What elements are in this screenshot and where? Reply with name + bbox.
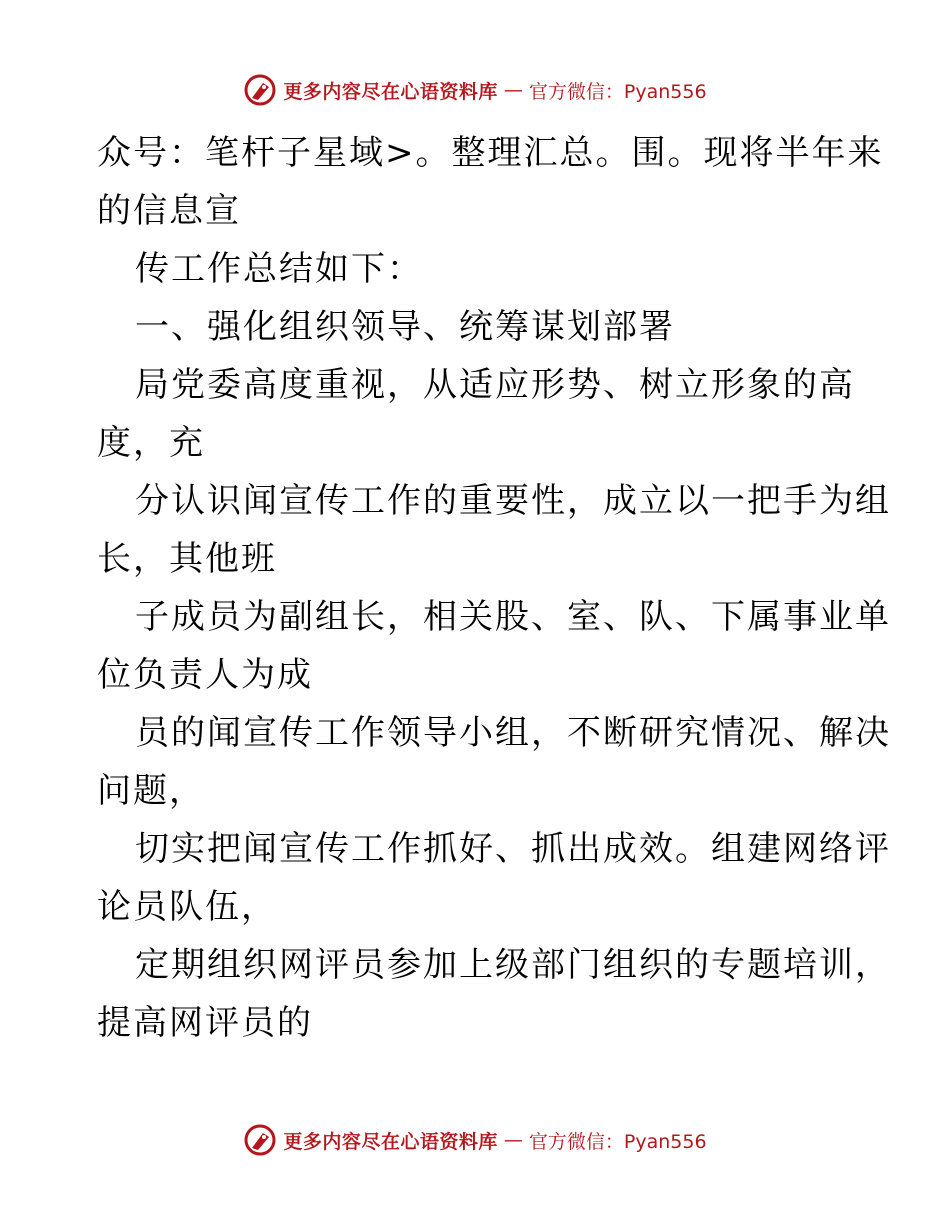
text-line-11: 员的闻宣传工作领导小组，不断研究情况、解决	[135, 713, 891, 753]
watermark-wechat: 官方微信：Pyan556	[528, 1130, 707, 1153]
watermark-separator: —	[503, 1129, 523, 1151]
document-body	[97, 124, 891, 1052]
watermark-wechat: 官方微信：Pyan556	[528, 80, 707, 103]
text-line-1: 众号：笔杆子星域>。整理汇总。围。现将半年来	[97, 133, 884, 173]
text-line-12: 问题，	[97, 771, 205, 811]
text-line-14: 论员队伍，	[97, 887, 277, 927]
header-watermark	[0, 70, 950, 110]
pen-nib-logo-icon	[243, 1123, 277, 1157]
footer-watermark	[0, 1120, 950, 1160]
text-line-5: 局党委高度重视，从适应形势、树立形象的高	[135, 365, 855, 405]
text-line-7: 分认识闻宣传工作的重要性，成立以一把手为组	[135, 481, 891, 521]
section-heading: 一、强化组织领导、统筹谋划部署	[135, 307, 675, 347]
text-line-6: 度，充	[97, 423, 205, 463]
watermark-text: 更多内容尽在心语资料库	[283, 80, 498, 103]
text-line-3: 传工作总结如下：	[135, 249, 423, 289]
text-line-10: 位负责人为成	[97, 655, 313, 695]
text-line-15: 定期组织网评员参加上级部门组织的专题培训，	[135, 945, 891, 985]
pen-nib-logo-icon	[243, 73, 277, 107]
text-line-9: 子成员为副组长，相关股、室、队、下属事业单	[135, 597, 891, 637]
text-line-16: 提高网评员的	[97, 1003, 313, 1043]
watermark-text: 更多内容尽在心语资料库	[283, 1130, 498, 1153]
text-line-13: 切实把闻宣传工作抓好、抓出成效。组建网络评	[135, 829, 891, 869]
text-line-2: 的信息宣	[97, 191, 241, 231]
text-line-8: 长，其他班	[97, 539, 277, 579]
watermark-separator: —	[503, 79, 523, 101]
